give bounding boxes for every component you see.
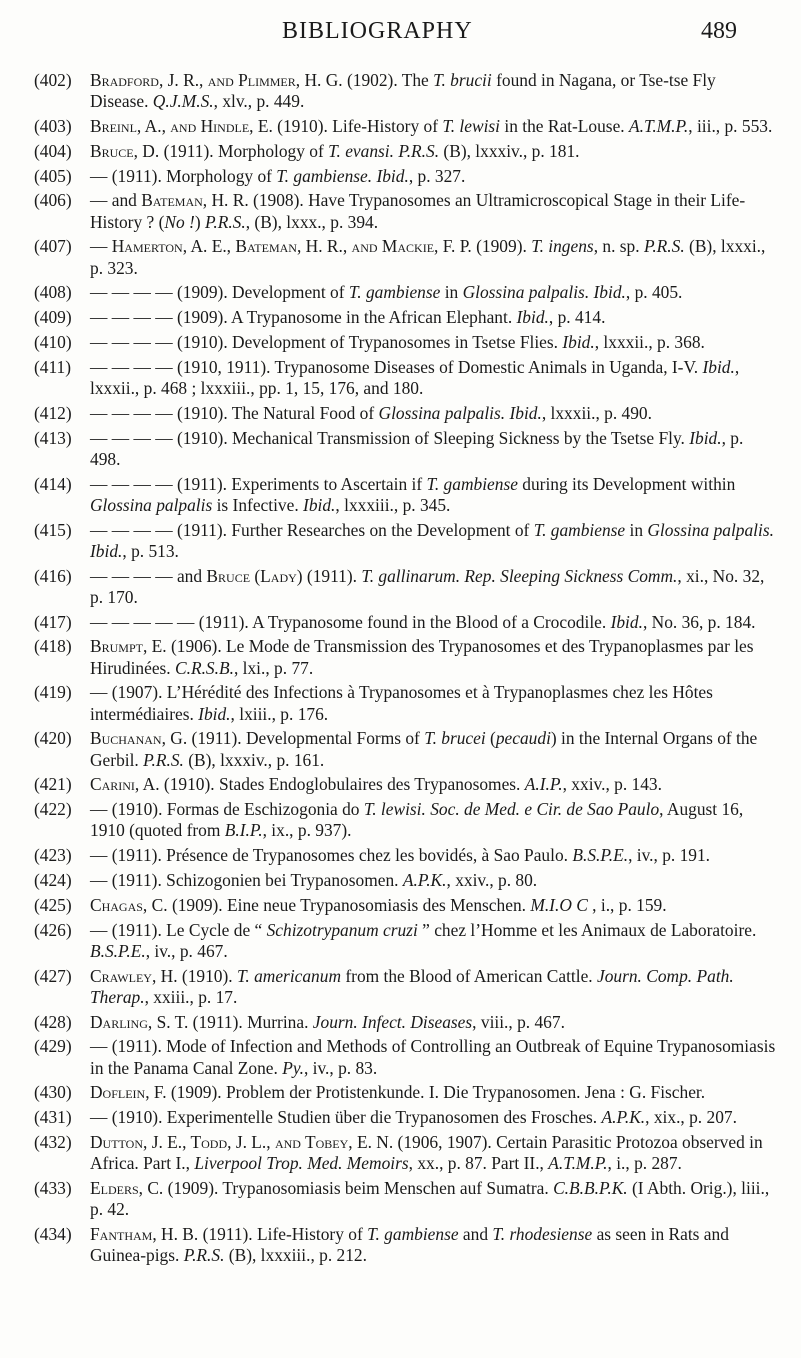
entry-number: (431)	[34, 1107, 72, 1128]
entry-number: (410)	[34, 331, 72, 352]
entry-text: Dutton, J. E., Todd, J. L., and Tobey, E. N. (1906, 1907). Certain Parasitic Protozoa observed in Africa. Part I., Liverpool Trop. Med. Memoirs, xx., p. 87. Part II., A.T.M.P., i., p. 287.	[90, 1131, 763, 1174]
entry-number: (411)	[34, 356, 72, 377]
entry-text: — (1910). Experimentelle Studien über die Trypanosomen des Frosches. A.P.K., xix., p. 207.	[90, 1107, 737, 1128]
bibliography-entry	[0, 474, 801, 516]
entry-number: (405)	[34, 165, 72, 186]
entry-number: (420)	[34, 728, 72, 749]
entry-text: — — — — (1909). A Trypanosome in the African Elephant. Ibid., p. 414.	[90, 307, 606, 328]
bibliography-entry	[0, 682, 801, 724]
entry-number: (408)	[34, 282, 72, 303]
entry-number: (424)	[34, 869, 72, 890]
bibliography-entry	[0, 332, 801, 353]
entry-text: — — — — (1911). Further Researches on the Development of T. gambiense in Glossina palpalis. Ibid., p. 513.	[90, 519, 774, 561]
bibliography-entry	[0, 357, 801, 399]
entry-text: — (1911). Morphology of T. gambiense. Ibid., p. 327.	[90, 165, 466, 186]
bibliography-list	[0, 70, 801, 1270]
bibliography-entry	[0, 1107, 801, 1128]
entry-text: Brumpt, E. (1906). Le Mode de Transmission des Trypanosomes et des Trypanoplasmes par les Hirudinées. C.R.S.B., lxi., p. 77.	[90, 636, 754, 678]
entry-text: — (1911). Présence de Trypanosomes chez les bovidés, à Sao Paulo. B.S.P.E., iv., p. 191.	[90, 845, 711, 866]
running-title: BIBLIOGRAPHY	[282, 18, 473, 44]
entry-number: (404)	[34, 140, 72, 161]
entry-number: (421)	[34, 774, 72, 795]
entry-text: — — — — (1911). Experiments to Ascertain if T. gambiense during its Development within Glossina palpalis is Infective. Ibid., lxxxiii., p. 345.	[90, 473, 736, 515]
entry-number: (428)	[34, 1011, 72, 1032]
entry-number: (407)	[34, 236, 72, 257]
bibliography-entry	[0, 166, 801, 187]
bibliography-entry	[0, 728, 801, 770]
entry-number: (406)	[34, 190, 72, 211]
bibliography-entry	[0, 1012, 801, 1033]
bibliography-entry	[0, 1178, 801, 1220]
page-header	[0, 12, 801, 48]
entry-text: — — — — (1910). Development of Trypanosomes in Tsetse Flies. Ibid., lxxxii., p. 368.	[90, 331, 705, 352]
bibliography-entry	[0, 845, 801, 866]
entry-text: — (1907). L’Hérédité des Infections à Trypanosomes et à Trypanoplasmes chez les Hôtes intermédiaires. Ibid., lxiii., p. 176.	[90, 682, 713, 724]
entry-number: (415)	[34, 519, 72, 540]
entry-number: (425)	[34, 894, 72, 915]
bibliography-entry	[0, 116, 801, 137]
entry-text: — — — — (1910). Mechanical Transmission of Sleeping Sickness by the Tsetse Fly. Ibid., p. 498.	[90, 427, 744, 469]
bibliography-entry	[0, 282, 801, 303]
entry-number: (432)	[34, 1131, 72, 1152]
entry-text: — — — — — (1911). A Trypanosome found in the Blood of a Crocodile. Ibid., No. 36, p. 184.	[90, 611, 756, 632]
entry-number: (429)	[34, 1036, 72, 1057]
bibliography-entry	[0, 70, 801, 112]
bibliography-entry	[0, 520, 801, 562]
entry-text: Doflein, F. (1909). Problem der Protistenkunde. I. Die Trypanosomen. Jena : G. Fischer.	[90, 1082, 706, 1103]
bibliography-entry	[0, 895, 801, 916]
bibliography-entry	[0, 190, 801, 232]
entry-number: (430)	[34, 1082, 72, 1103]
bibliography-entry	[0, 1224, 801, 1266]
page-number: 489	[701, 18, 737, 44]
entry-text: — — — — (1910). The Natural Food of Glossina palpalis. Ibid., lxxxii., p. 490.	[90, 402, 652, 423]
entry-text: Chagas, C. (1909). Eine neue Trypanosomiasis des Menschen. M.I.O C , i., p. 159.	[90, 894, 667, 915]
entry-number: (426)	[34, 919, 72, 940]
entry-number: (433)	[34, 1177, 72, 1198]
bibliography-entry	[0, 920, 801, 962]
entry-number: (419)	[34, 682, 72, 703]
entry-text: Buchanan, G. (1911). Developmental Forms of T. brucei (pecaudi) in the Internal Organs of the Gerbil. P.R.S. (B), lxxxiv., p. 161.	[90, 728, 758, 770]
entry-text: — — — — (1909). Development of T. gambiense in Glossina palpalis. Ibid., p. 405.	[90, 282, 683, 303]
bibliography-entry	[0, 566, 801, 608]
bibliography-entry	[0, 799, 801, 841]
entry-number: (403)	[34, 116, 72, 136]
entry-text: Carini, A. (1910). Stades Endoglobulaires des Trypanosomes. A.I.P., xxiv., p. 143.	[90, 774, 662, 795]
entry-text: — (1911). Mode of Infection and Methods of Controlling an Outbreak of Equine Trypanosomiasis in the Panama Canal Zone. Py., iv., p. 83.	[90, 1036, 776, 1078]
entry-text: — — — — and Bruce (Lady) (1911). T. gallinarum. Rep. Sleeping Sickness Comm., xi., No. 32, p. 170.	[90, 565, 765, 607]
bibliography-entry	[0, 141, 801, 162]
entry-text: — and Bateman, H. R. (1908). Have Trypanosomes an Ultramicroscopical Stage in their Life-History ? (No !) P.R.S., (B), lxxx., p. 394.	[90, 190, 746, 232]
entry-number: (434)	[34, 1223, 72, 1244]
entry-text: — (1911). Schizogonien bei Trypanosomen. A.P.K., xxiv., p. 80.	[90, 869, 538, 890]
bibliography-entry	[0, 1036, 801, 1078]
entry-number: (427)	[34, 965, 72, 986]
entry-number: (418)	[34, 636, 72, 657]
entry-text: Bradford, J. R., and Plimmer, H. G. (1902). The T. brucii found in Nagana, or Tse-tse Fly Disease. Q.J.M.S., xlv., p. 449.	[90, 70, 716, 112]
bibliography-entry	[0, 636, 801, 678]
entry-text: — — — — (1910, 1911). Trypanosome Diseases of Domestic Animals in Uganda, I-V. Ibid., lxxxii., p. 468 ; lxxxiii., pp. 1, 15, 176, and 180.	[90, 356, 740, 398]
entry-number: (416)	[34, 565, 72, 586]
entry-number: (417)	[34, 611, 72, 632]
entry-text: Bruce, D. (1911). Morphology of T. evansi. P.R.S. (B), lxxxiv., p. 181.	[90, 140, 580, 161]
bibliography-entry	[0, 612, 801, 633]
entry-text: Darling, S. T. (1911). Murrina. Journ. Infect. Diseases, viii., p. 467.	[90, 1011, 565, 1032]
entry-text: Fantham, H. B. (1911). Life-History of T. gambiense and T. rhodesiense as seen in Rats and Guinea-pigs. P.R.S. (B), lxxxiii., p. 212.	[90, 1223, 729, 1266]
bibliography-entry	[0, 1132, 801, 1174]
entry-text: Crawley, H. (1910). T. americanum from the Blood of American Cattle. Journ. Comp. Path. Therap., xxiii., p. 17.	[90, 965, 734, 1007]
bibliography-entry	[0, 307, 801, 328]
entry-number: (409)	[34, 307, 72, 328]
entry-number: (423)	[34, 845, 72, 866]
entry-number: (412)	[34, 402, 72, 423]
entry-text: — (1911). Le Cycle de “ Schizotrypanum cruzi ” chez l’Homme et les Animaux de Laboratoire. B.S.P.E., iv., p. 467.	[90, 919, 757, 961]
entry-text: — (1910). Formas de Eschizogonia do T. lewisi. Soc. de Med. e Cir. de Sao Paulo, August 16, 1910 (quoted from B.I.P., ix., p. 937).	[90, 799, 744, 841]
entry-text: Elders, C. (1909). Trypanosomiasis beim Menschen auf Sumatra. C.B.B.P.K. (I Abth. Orig.), liii., p. 42.	[90, 1177, 770, 1220]
entry-number: (422)	[34, 799, 72, 820]
bibliography-entry	[0, 774, 801, 795]
entry-number: (402)	[34, 70, 72, 90]
entry-text: — Hamerton, A. E., Bateman, H. R., and Mackie, F. P. (1909). T. ingens, n. sp. P.R.S. (B), lxxxi., p. 323.	[90, 236, 766, 278]
bibliography-entry	[0, 403, 801, 424]
bibliography-entry	[0, 966, 801, 1008]
bibliography-entry	[0, 870, 801, 891]
entry-number: (414)	[34, 473, 72, 494]
bibliography-entry	[0, 1082, 801, 1103]
entry-number: (413)	[34, 427, 72, 448]
entry-text: Breinl, A., and Hindle, E. (1910). Life-History of T. lewisi in the Rat-Louse. A.T.M.P., iii., p. 553.	[90, 116, 773, 136]
bibliography-entry	[0, 236, 801, 278]
bibliography-entry	[0, 428, 801, 470]
